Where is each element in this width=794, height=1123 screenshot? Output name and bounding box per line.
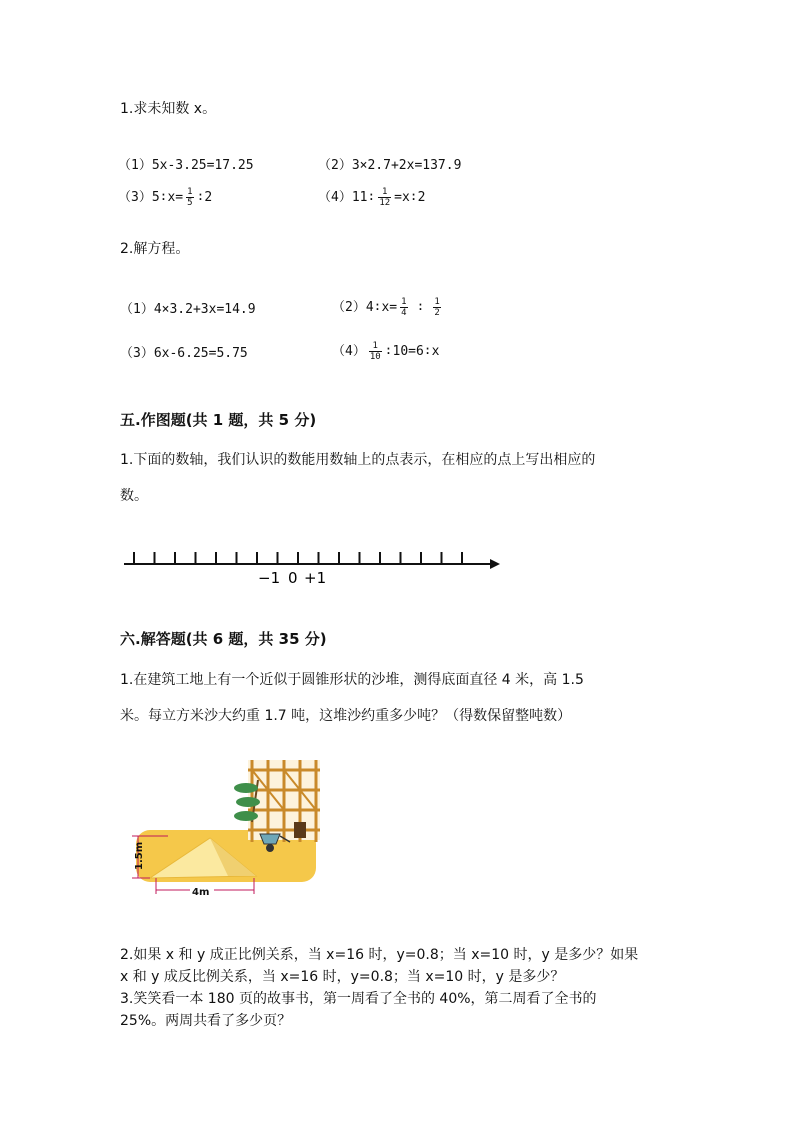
- tree-icon: [234, 780, 260, 822]
- question-text: x 和 y 成反比例关系，当 x=16 时，y=0.8；当 x=10 时，y 是多少？: [120, 969, 565, 985]
- equation-text: （4）11∶: [318, 190, 376, 205]
- question-text: 米。每立方米沙大约重 1.7 吨，这堆沙约重多少吨？（得数保留整吨数）: [120, 708, 572, 724]
- equation-text: ∶: [416, 300, 425, 315]
- tick-marks: [134, 552, 462, 564]
- question-text: 数。: [120, 488, 148, 504]
- fraction: $\frac{1}{2}$: [434, 297, 440, 318]
- question-title: 1.求未知数 x。: [120, 101, 217, 117]
- equation-text: （3）5∶x=: [118, 190, 184, 205]
- question-text: 1.在建筑工地上有一个近似于圆锥形状的沙堆，测得底面直径 4 米，高 1.5: [120, 672, 584, 688]
- equation-4: [332, 340, 439, 362]
- equation-3: （3）6x-6.25=5.75: [120, 346, 248, 361]
- fraction: $\frac{1}{5}$: [187, 187, 193, 208]
- question-text: 25%。两周共看了多少页？: [120, 1013, 292, 1029]
- sand-pile-illustration: [128, 760, 323, 900]
- equation-text: （4）: [332, 344, 366, 359]
- equation-text: ∶10=6∶x: [384, 344, 440, 359]
- equation-text: ∶2: [196, 190, 213, 205]
- question-title: 2.解方程。: [120, 241, 190, 257]
- width-label: 4m: [192, 887, 210, 898]
- equation-2: [332, 296, 444, 318]
- equation-text: （2）4∶x=: [332, 300, 398, 315]
- fraction: $\frac{1}{12}$: [379, 187, 391, 208]
- equation-1: （1）4×3.2+3x=14.9: [120, 302, 256, 317]
- section-heading: 六.解答题(共 6 题，共 35 分): [120, 630, 327, 648]
- question-text: 1.下面的数轴，我们认识的数能用数轴上的点表示，在相应的点上写出相应的: [120, 452, 596, 468]
- question-text: 2.如果 x 和 y 成正比例关系，当 x=16 时，y=0.8；当 x=10 时，y 是多少？如果: [120, 947, 639, 963]
- tick-label-minus-1: −1: [258, 569, 281, 587]
- equation-1: （1）5x-3.25=17.25: [118, 158, 254, 173]
- equation-4: [318, 186, 425, 208]
- fraction: $\frac{1}{4}$: [401, 297, 407, 318]
- height-label: 1.5m: [134, 841, 145, 870]
- equation-3: [118, 186, 212, 208]
- tick-label-0: 0: [288, 569, 298, 587]
- tick-label-plus-1: +1: [304, 569, 327, 587]
- number-line: [120, 540, 510, 590]
- equation-text: =x∶2: [394, 190, 426, 205]
- question-text: 3.笑笑看一本 180 页的故事书，第一周看了全书的 40%，第二周看了全书的: [120, 991, 597, 1007]
- section-heading: 五.作图题(共 1 题，共 5 分): [120, 411, 317, 429]
- fraction: $\frac{1}{10}$: [369, 341, 381, 362]
- window: [294, 822, 306, 838]
- equation-2: （2）3×2.7+2x=137.9: [318, 158, 462, 173]
